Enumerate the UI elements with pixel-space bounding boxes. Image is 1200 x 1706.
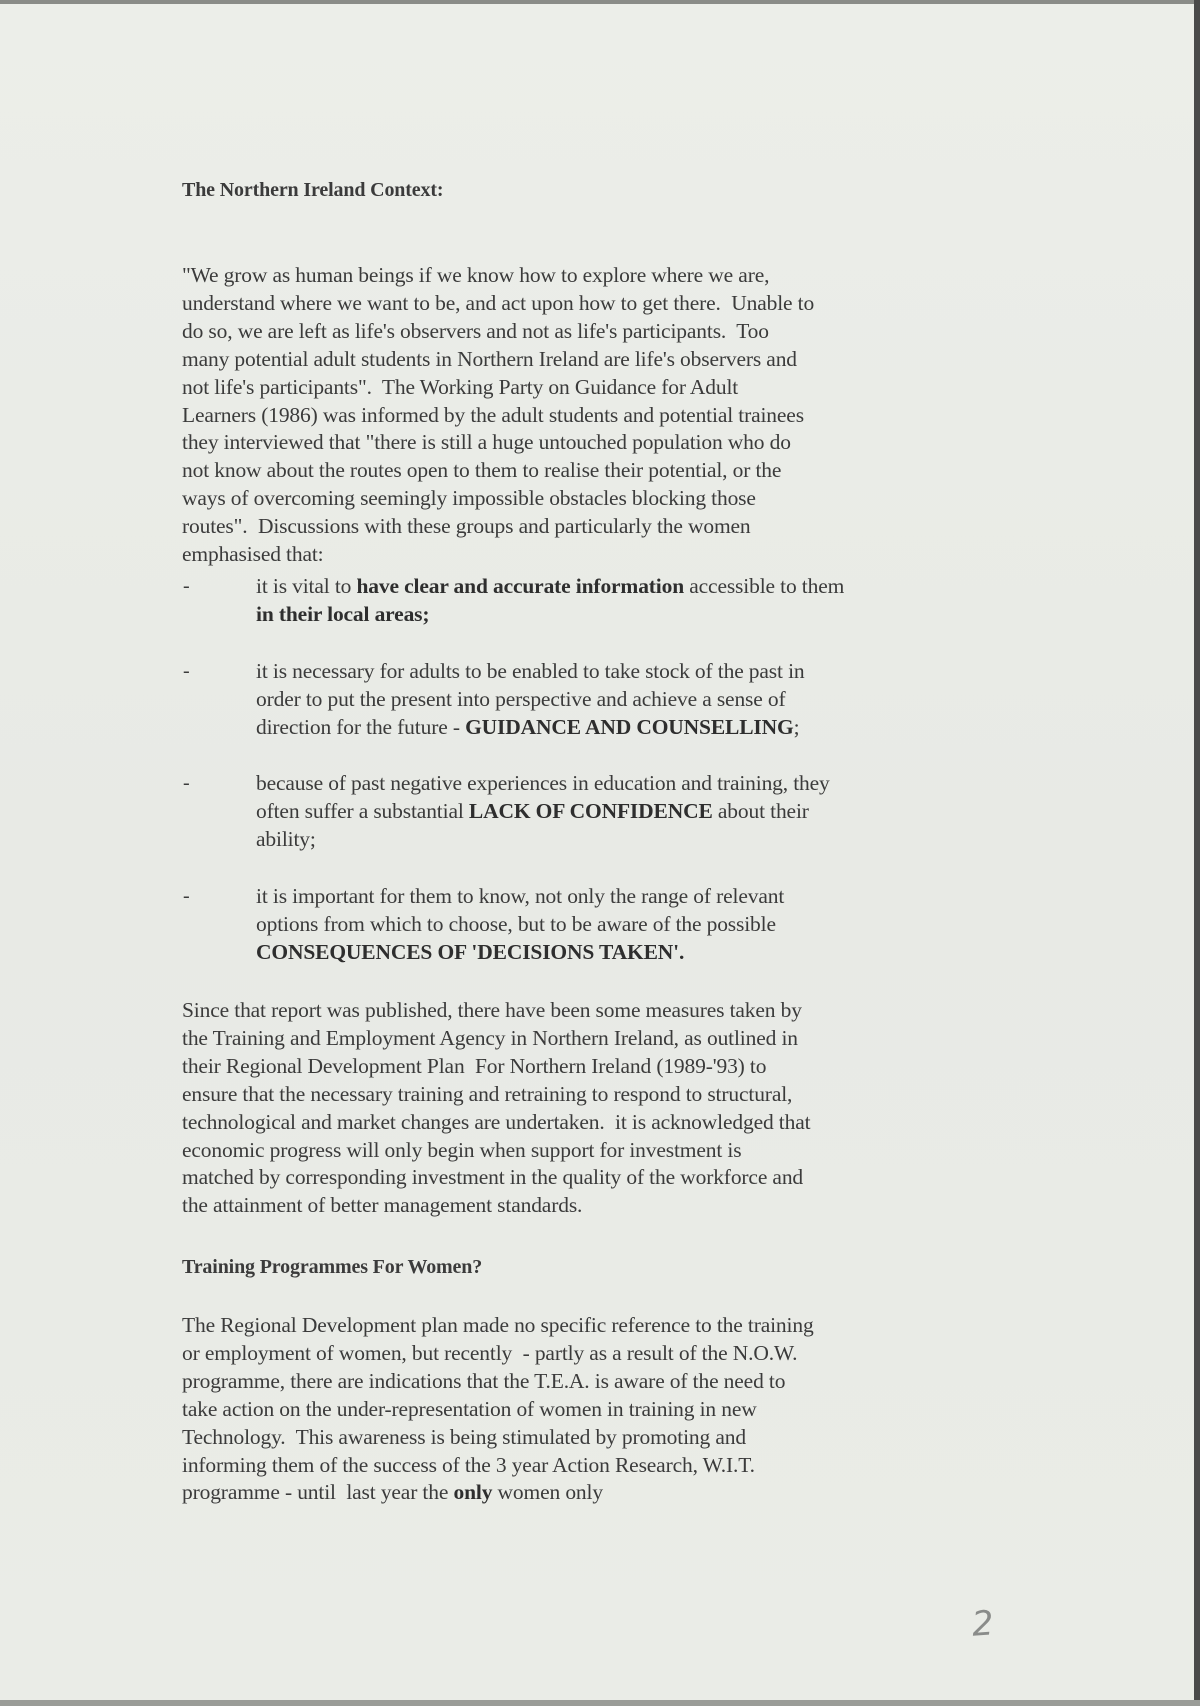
bullet-line (256, 600, 429, 628)
bullet-line (256, 572, 844, 600)
text-run: Technology. This awareness is being stimulated by promoting and (182, 1424, 746, 1449)
bullet-line (256, 882, 784, 910)
bullet-dash: - (183, 885, 190, 907)
text-line (182, 1367, 785, 1395)
text-line: technological and market changes are undertaken. it is acknowledged that (182, 1109, 811, 1134)
text-run: order to put the present into perspective and achieve a sense of (256, 686, 786, 711)
text-line: their Regional Development Plan For Northern Ireland (1989-'93) to (182, 1053, 767, 1078)
text-run: direction for the future - (256, 714, 466, 739)
bullet-line (256, 713, 799, 741)
text-line: Since that report was published, there have been some measures taken by (182, 998, 802, 1022)
text-line: do so, we are left as life's observers and not as life's participants. Too (182, 318, 769, 343)
bullet-line (256, 797, 809, 825)
text-run: programme - until last year the (182, 1480, 454, 1505)
text-line (182, 1451, 755, 1479)
text-line (182, 1339, 797, 1367)
handwritten-page-number: 2 (970, 1603, 996, 1645)
text-line (182, 1478, 603, 1506)
text-line: the attainment of better management standards. (182, 1193, 583, 1218)
bullet-line (256, 657, 805, 685)
text-run: it is necessary for adults to be enabled to take stock of the past in (256, 659, 805, 683)
text-line: they interviewed that "there is still a huge untouched population who do (182, 430, 791, 455)
text-run: about their (712, 798, 809, 823)
emphasis-text: GUIDANCE AND COUNSELLING (465, 714, 794, 739)
text-line (182, 1395, 757, 1423)
text-line: "We grow as human beings if we know how to explore where we are, (182, 263, 770, 287)
text-line (182, 1423, 746, 1451)
text-run: ability; (256, 826, 316, 851)
text-line: many potential adult students in Northern Ireland are life's observers and (182, 346, 797, 371)
bullet-dash: - (183, 660, 190, 682)
text-line: Learners (1986) was informed by the adult students and potential trainees (182, 402, 804, 427)
text-run: take action on the under-representation of women in training in new (182, 1396, 757, 1421)
text-run: women only (492, 1480, 603, 1505)
text-run: informing them of the success of the 3 year Action Research, W.I.T. (182, 1452, 755, 1477)
scan-edge-bottom (0, 1700, 1200, 1706)
text-run: The Regional Development plan made no specific reference to the training (182, 1313, 814, 1337)
text-line: ways of overcoming seemingly impossible obstacles blocking those (182, 486, 756, 511)
text-line: matched by corresponding investment in the quality of the workforce and (182, 1165, 804, 1190)
text-run: programme, there are indications that the T.E.A. is aware of the need to (182, 1368, 786, 1393)
bullet-line (256, 769, 830, 797)
text-line: ensure that the necessary training and retraining to respond to structural, (182, 1081, 793, 1106)
text-run: it is important for them to know, not only the range of relevant (256, 884, 785, 908)
text-line: emphasised that: (182, 542, 324, 566)
section-heading-training-programmes: Training Programmes For Women? (182, 1256, 483, 1278)
bullet-line (256, 910, 776, 938)
emphasis-text: have clear and accurate information (356, 574, 685, 598)
emphasis-text: only (453, 1480, 493, 1505)
text-line: routes". Discussions with these groups and particularly the women (182, 514, 751, 539)
emphasis-text: in their local areas; (256, 601, 430, 626)
text-run: it is vital to (256, 574, 357, 598)
text-run: accessible to them (684, 574, 845, 598)
bullet-dash: - (183, 772, 190, 794)
emphasis-text: LACK OF CONFIDENCE (468, 798, 713, 823)
bullet-line (256, 938, 684, 966)
text-run: options from which to choose, but to be aware of the possible (256, 911, 776, 936)
text-line: the Training and Employment Agency in Northern Ireland, as outlined in (182, 1025, 798, 1050)
bullet-line (256, 685, 786, 713)
text-line: not know about the routes open to them to realise their potential, or the (182, 458, 782, 483)
text-line: not life's participants". The Working Party on Guidance for Adult (182, 374, 739, 399)
scan-edge-right (1194, 0, 1200, 1706)
text-run: often suffer a substantial (256, 798, 469, 823)
bullet-dash: - (183, 575, 190, 597)
bullet-line (256, 825, 316, 853)
text-run: ; (793, 714, 800, 739)
section-heading-northern-ireland-context: The Northern Ireland Context: (182, 179, 444, 201)
text-run: because of past negative experiences in education and training, they (256, 771, 830, 795)
text-line: economic progress will only begin when support for investment is (182, 1137, 742, 1162)
text-run: or employment of women, but recently - partly as a result of the N.O.W. (182, 1340, 798, 1365)
text-line: understand where we want to be, and act upon how to get there. Unable to (182, 290, 815, 315)
emphasis-text: CONSEQUENCES OF 'DECISIONS TAKEN'. (256, 939, 685, 964)
text-line (182, 1311, 814, 1339)
